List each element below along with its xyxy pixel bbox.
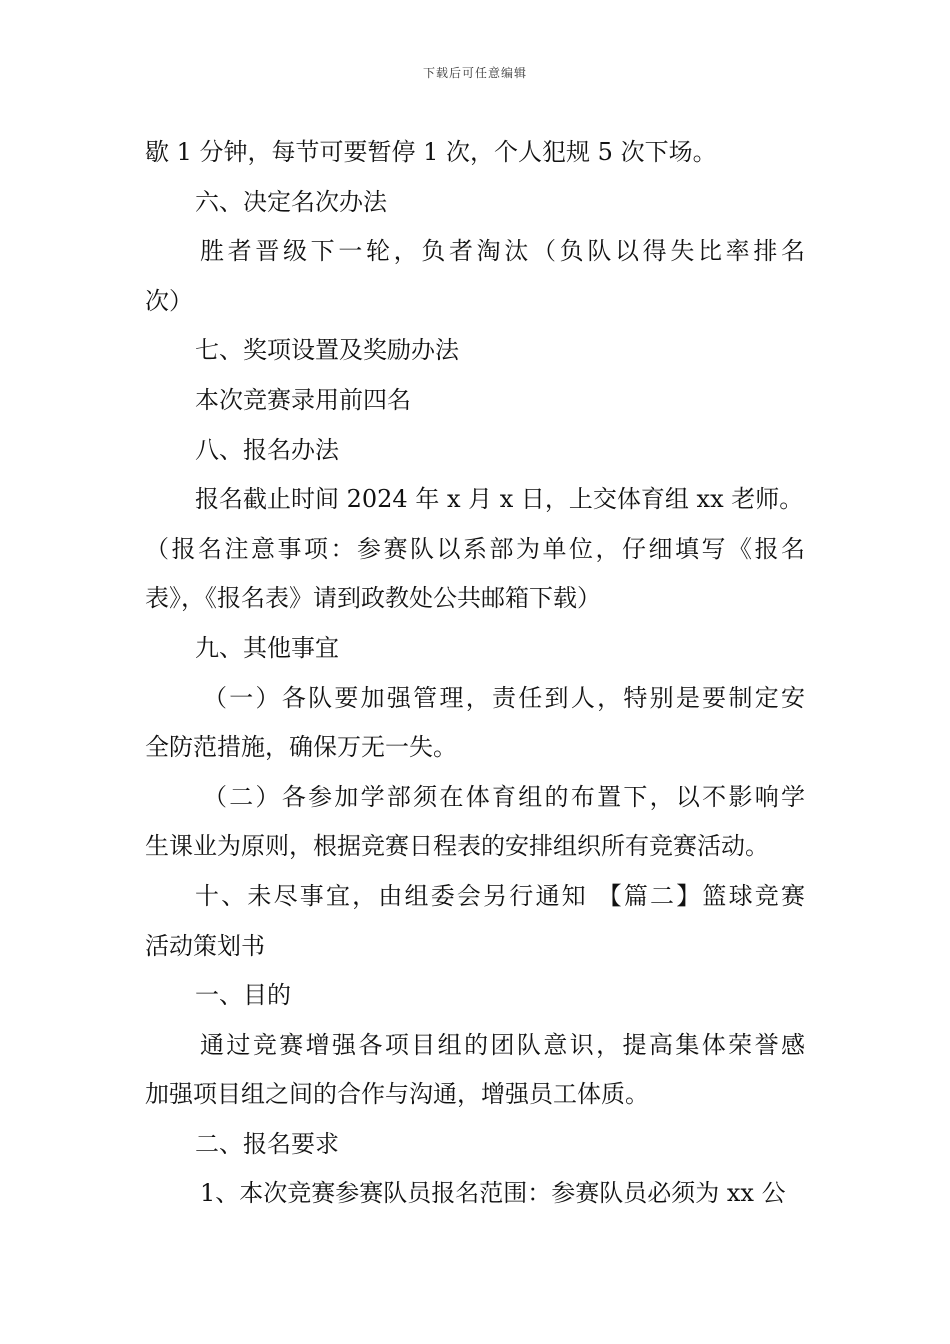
paragraph-line: （一）各队要加强管理，责任到人，特别是要制定安 (203, 683, 805, 712)
section-heading: 十、未尽事宜，由组委会另行通知 【篇二】篮球竞赛 (195, 881, 805, 910)
paragraph-line: 通过竞赛增强各项目组的团队意识，提高集体荣誉感 (200, 1030, 805, 1059)
section-heading: 八、报名办法 (195, 435, 339, 464)
section-heading: 六、决定名次办法 (195, 187, 387, 216)
paragraph-line: 胜者晋级下一轮，负者淘汰（负队以得失比率排名 (200, 237, 805, 266)
paragraph-line: 本次竞赛录用前四名 (195, 385, 411, 414)
paragraph-line: 全防范措施，确保万无一失。 (145, 733, 457, 762)
document-body (145, 128, 805, 1219)
section-heading: 二、报名要求 (195, 1129, 339, 1158)
paragraph-line: 次） (145, 286, 193, 315)
paragraph-line: 1、本次竞赛参赛队员报名范围：参赛队员必须为 xx 公 (200, 1179, 786, 1208)
paragraph-line: 加强项目组之间的合作与沟通，增强员工体质。 (145, 1080, 649, 1109)
paragraph-line: 报名截止时间 2024 年 x 月 x 日，上交体育组 xx 老师。 (195, 485, 804, 514)
paragraph-line: 表》，《报名表》请到政教处公共邮箱下载） (145, 584, 601, 613)
paragraph-line: （二）各参加学部须在体育组的布置下，以不影响学 (203, 782, 805, 811)
paragraph-line: 生课业为原则，根据竞赛日程表的安排组织所有竞赛活动。 (145, 832, 769, 861)
paragraph-line: （报名注意事项：参赛队以系部为单位，仔细填写《报名 (145, 534, 805, 563)
paragraph-line: 歇 1 分钟，每节可要暂停 1 次，个人犯规 5 次下场。 (145, 138, 717, 166)
section-heading: 九、其他事宜 (195, 633, 339, 662)
section-heading: 一、目的 (195, 981, 291, 1010)
page-header: 下载后可任意编辑 (422, 66, 527, 80)
paragraph-line: 活动策划书 (145, 931, 265, 960)
section-heading: 七、奖项设置及奖励办法 (195, 336, 459, 365)
